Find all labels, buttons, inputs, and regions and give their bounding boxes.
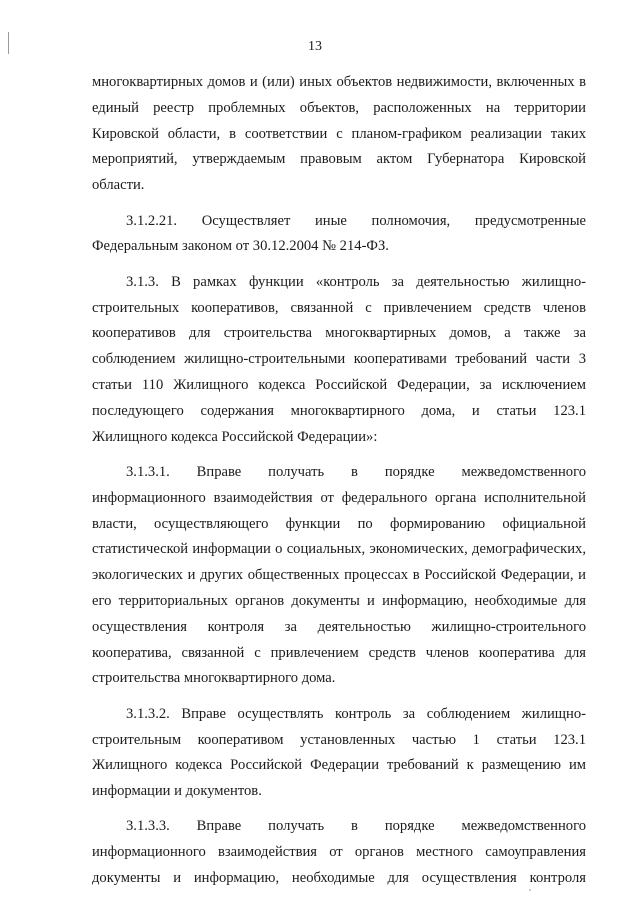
paragraph-continuation: многоквартирных домов и (или) иных объектов недвижимости, включенных в единый реестр проблемных объектов, расположенных на территории Кировской области, в соответствии с планом-графиком реализации таких мероприятий, утверждаемым правовым актом Губернатора Кировской области. [92, 74, 586, 194]
page-number: 13 [308, 39, 322, 54]
scan-speck [529, 889, 531, 891]
paragraph-3-1-3: 3.1.3. В рамках функции «контроль за деятельностью жилищно-строительных кооперативов, связанной с привлечением средств членов кооперативов для строительства многоквартирных домов, а также за соблюдением жилищно-строительными кооперативами требований части 3 статьи 110 Жилищного кодекса Российской Федерации, за исключением последующего содержания многоквартирного дома, и статьи 123.1 Жилищного кодекса Российской Федерации»: [92, 273, 586, 445]
paragraph-3-1-3-2: 3.1.3.2. Вправе осуществлять контроль за соблюдением жилищно-строительным кооперативом установленных частью 1 статьи 123.1 Жилищного кодекса Российской Федерации требований к размещению им информации и документов. [92, 705, 586, 800]
document-body [92, 70, 586, 892]
paragraph-3-1-2-21: 3.1.2.21. Осуществляет иные полномочия, предусмотренные Федеральным законом от 30.12.2004 № 214-ФЗ. [92, 212, 586, 255]
paragraph-3-1-3-3: 3.1.3.3. Вправе получать в порядке межведомственного информационного взаимодействия от органов местного самоуправления документы и информацию, необходимые для осуществления контроля [92, 818, 586, 887]
paragraph-3-1-3-1: 3.1.3.1. Вправе получать в порядке межведомственного информационного взаимодействия от федерального органа исполнительной власти, осуществляющего функции по формированию официальной статистической информации о социальных, экономических, демографических, экологических и других общественных процессах в Российской Федерации, и его территориальных органов документы и информацию, необходимые для осуществления контроля за деятельностью жилищно-строительного кооператива, связанной с привлечением средств членов кооператива для строительства многоквартирного дома. [92, 463, 586, 687]
